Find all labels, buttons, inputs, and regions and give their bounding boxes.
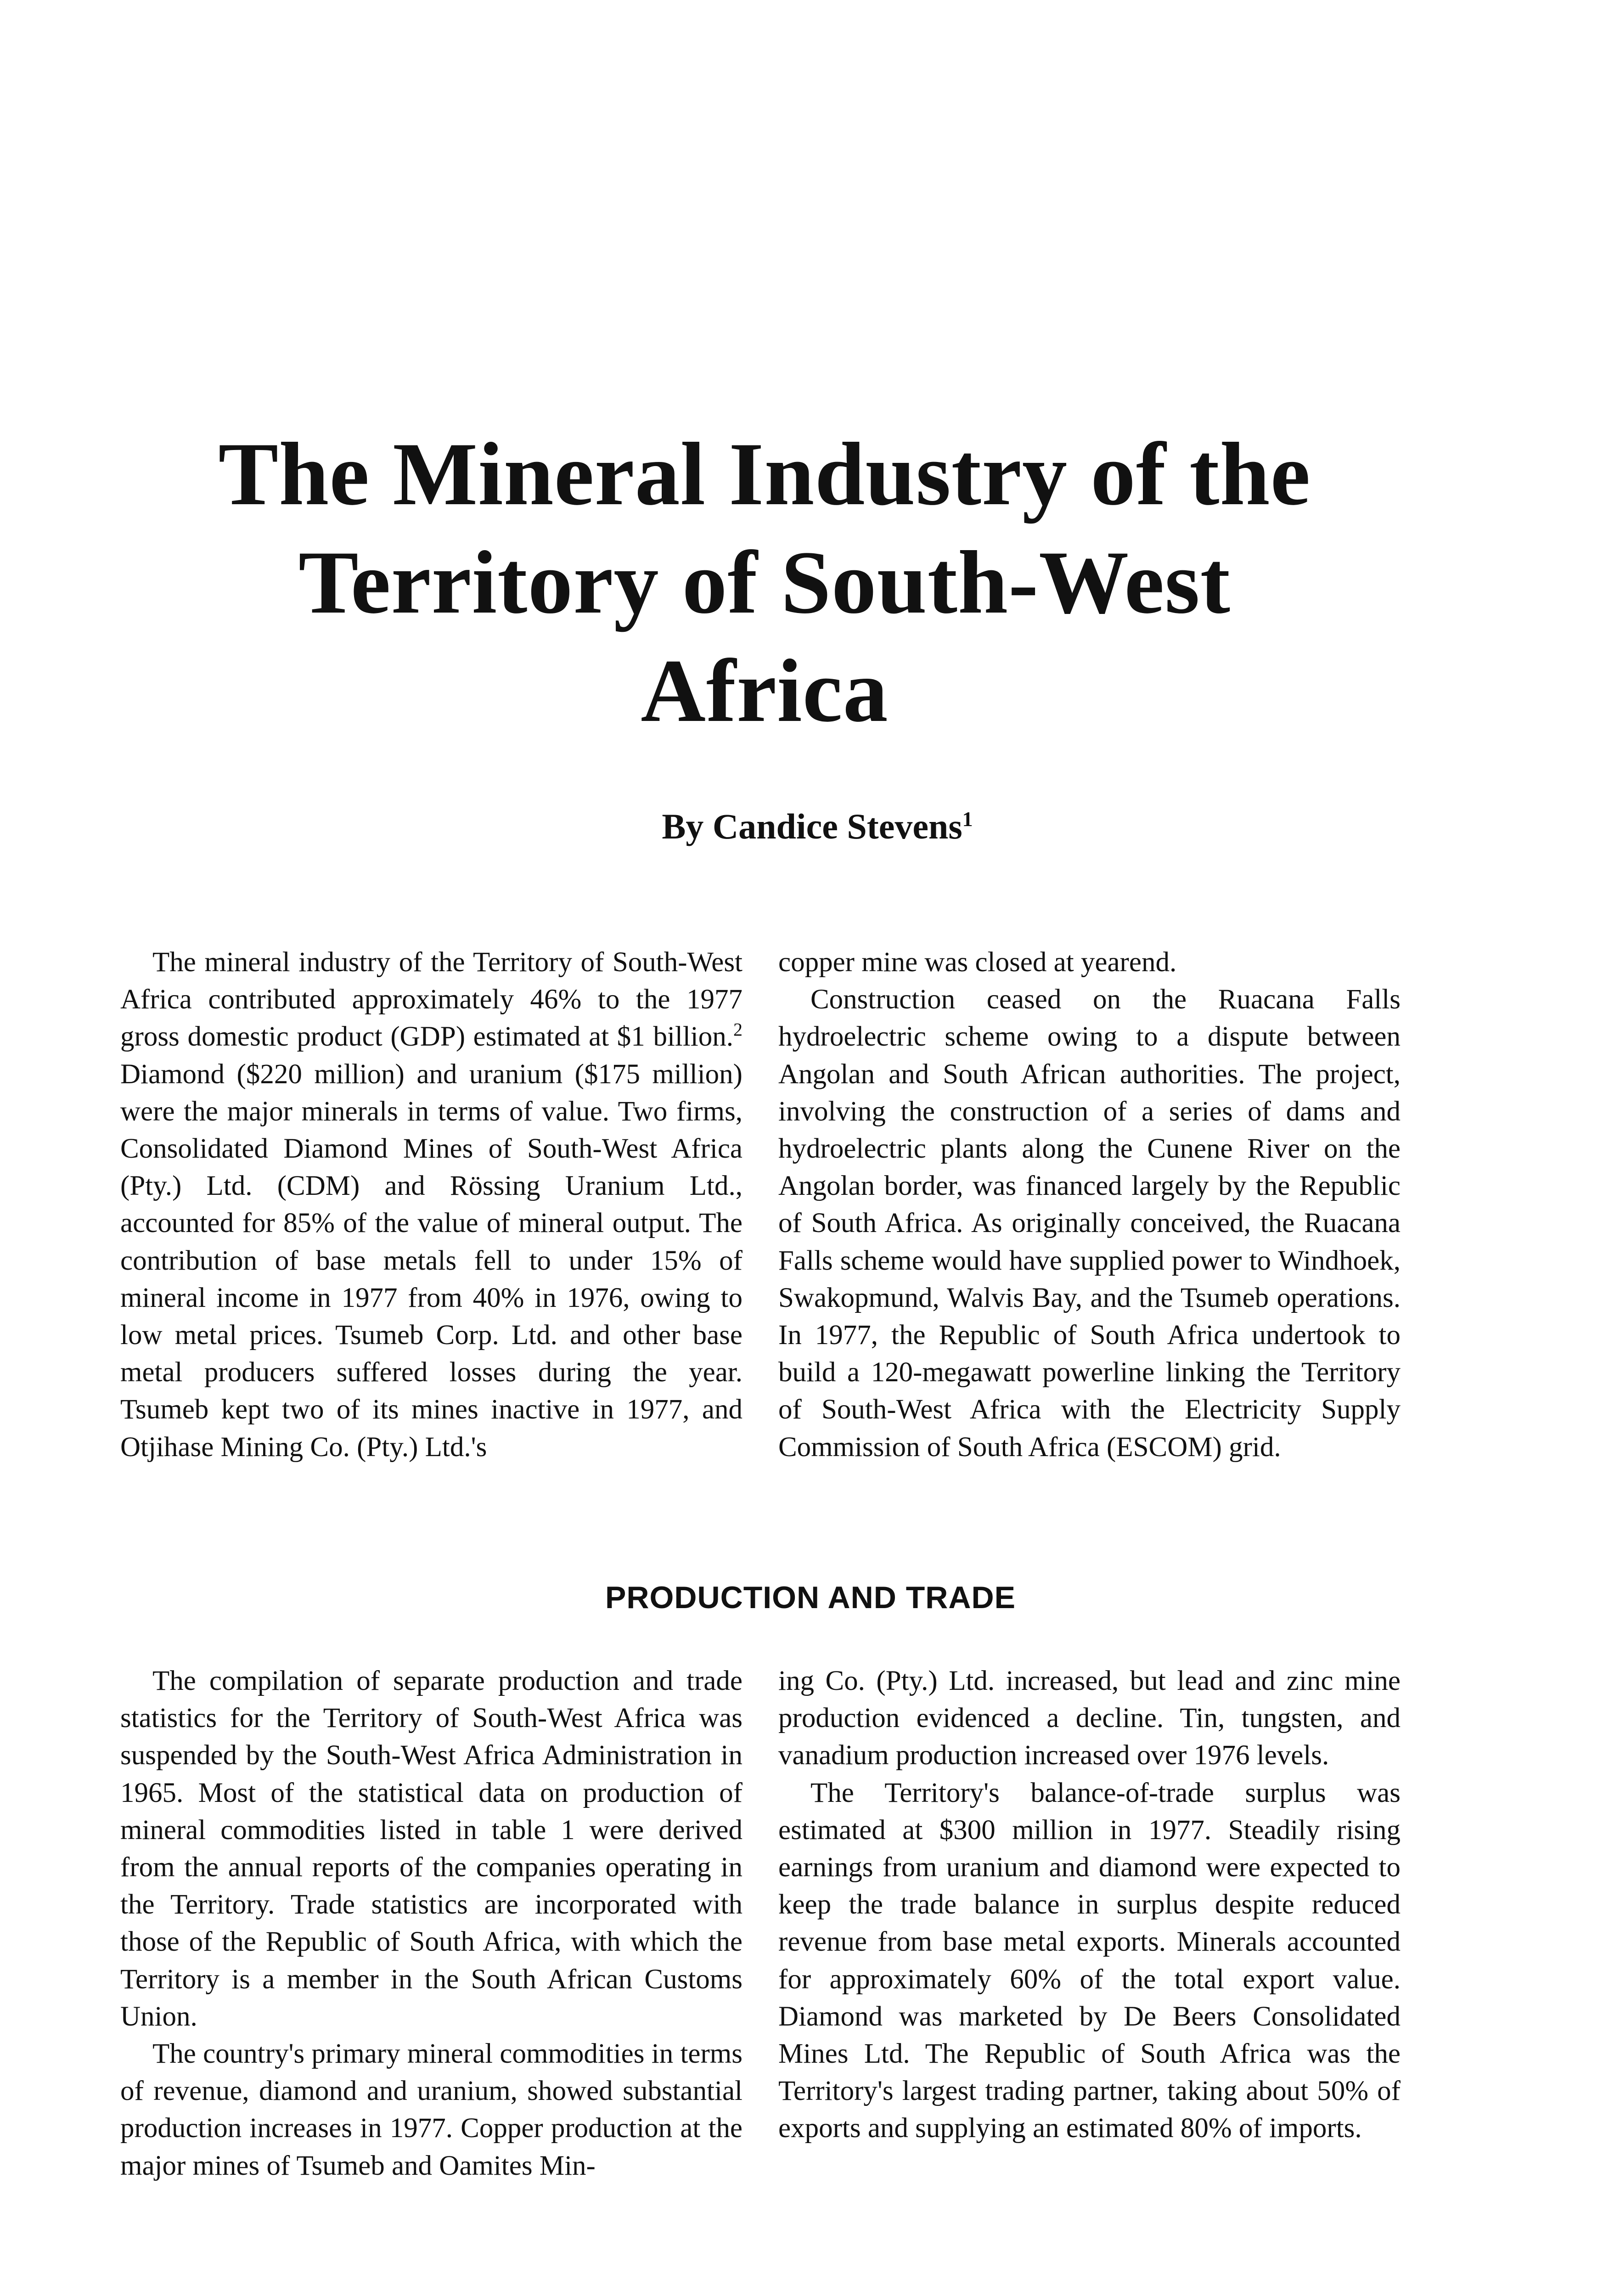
intro-paragraph-1-continued: copper mine was closed at yearend.	[778, 947, 1177, 978]
section-paragraph-2-continued: ing Co. (Pty.) Ltd. increased, but lead and zinc mine production evidenced a decline. Tin, tungsten, and vanadium production increased over 1976 levels.	[778, 1666, 1401, 1771]
intro-paragraph-2: Construction ceased on the Ruacana Falls hydroelectric scheme owing to a dispute between Angolan and South African authorities. The project, involving the construction of a series of dams and hydroelectric plants along the Cunene River on the Angolan border, was financed largely by the Republic of South Africa. As originally conceived, the Ruacana Falls scheme would have supplied power to Windhoek, Swakopmund, Walvis Bay, and the Tsumeb operations. In 1977, the Republic of South Africa undertook to build a 120-megawatt powerline linking the Territory of South-West Africa with the Electricity Supply Commission of South Africa (ESCOM) grid.	[778, 984, 1401, 1463]
title-line-2: Territory of South-West	[298, 533, 1231, 632]
section-paragraph-2: The country's primary mineral commodities in terms of revenue, diamond and uranium, showed substantial production increases in 1977. Copper production at the major mines of Tsumeb and Oamites Min-	[120, 2038, 742, 2181]
byline-text: By Candice Stevens	[662, 806, 962, 846]
section-paragraph-3: The Territory's balance-of-trade surplus was estimated at $300 million in 1977. Steadily rising earnings from uranium and diamond were expected to keep the trade balance in surplus despite reduced revenue from base metal exports. Minerals accounted for approximately 60% of the total export value. Diamond was marketed by De Beers Consolidated Mines Ltd. The Republic of South Africa was the Territory's largest trading partner, taking about 50% of exports and supplying an estimated 80% of imports.	[778, 1777, 1401, 2144]
byline-footnote-mark: 1	[962, 807, 973, 831]
title-line-3: Africa	[641, 641, 889, 741]
byline	[542, 806, 1093, 847]
intro-left-column	[120, 944, 742, 1466]
section-heading: PRODUCTION AND TRADE	[605, 1580, 1016, 1615]
intro-right-column	[778, 944, 1401, 1466]
intro-paragraph-1-part-b: Diamond ($220 million) and uranium ($175 million) were the major minerals in terms of value. Two firms, Consolidated Diamond Mines of South-West Africa (Pty.) Ltd. (CDM) and Rössing Uranium Ltd., accounted for 85% of the value of mineral output. The contribution of base metals fell to under 15% of mineral income in 1977 from 40% in 1976, owing to low metal prices. Tsumeb Corp. Ltd. and other base metal producers suffered losses during the year. Tsumeb kept two of its mines inactive in 1977, and Otjihase Mining Co. (Pty.) Ltd.'s	[120, 1058, 742, 1463]
section-right-column	[778, 1662, 1401, 2147]
section-left-column	[120, 1662, 742, 2184]
title-line-1: The Mineral Industry of the	[218, 424, 1311, 524]
article-title	[115, 420, 1414, 745]
intro-paragraph-1-part-a: The mineral industry of the Territory of South-West Africa contributed approximately 46% to the 1977 gross domestic product (GDP) estimated at $1 billion.	[120, 947, 742, 1052]
section-paragraph-1: The compilation of separate production and trade statistics for the Territory of South-West Africa was suspended by the South-West Africa Administration in 1965. Most of the statistical data on production of mineral commodities listed in table 1 were derived from the annual reports of the companies operating in the Territory. Trade statistics are incorporated with those of the Republic of South Africa, with which the Territory is a member in the South African Customs Union.	[120, 1666, 742, 2032]
intro-paragraph-1	[120, 944, 742, 1466]
footnote-mark-2: 2	[733, 1019, 742, 1041]
